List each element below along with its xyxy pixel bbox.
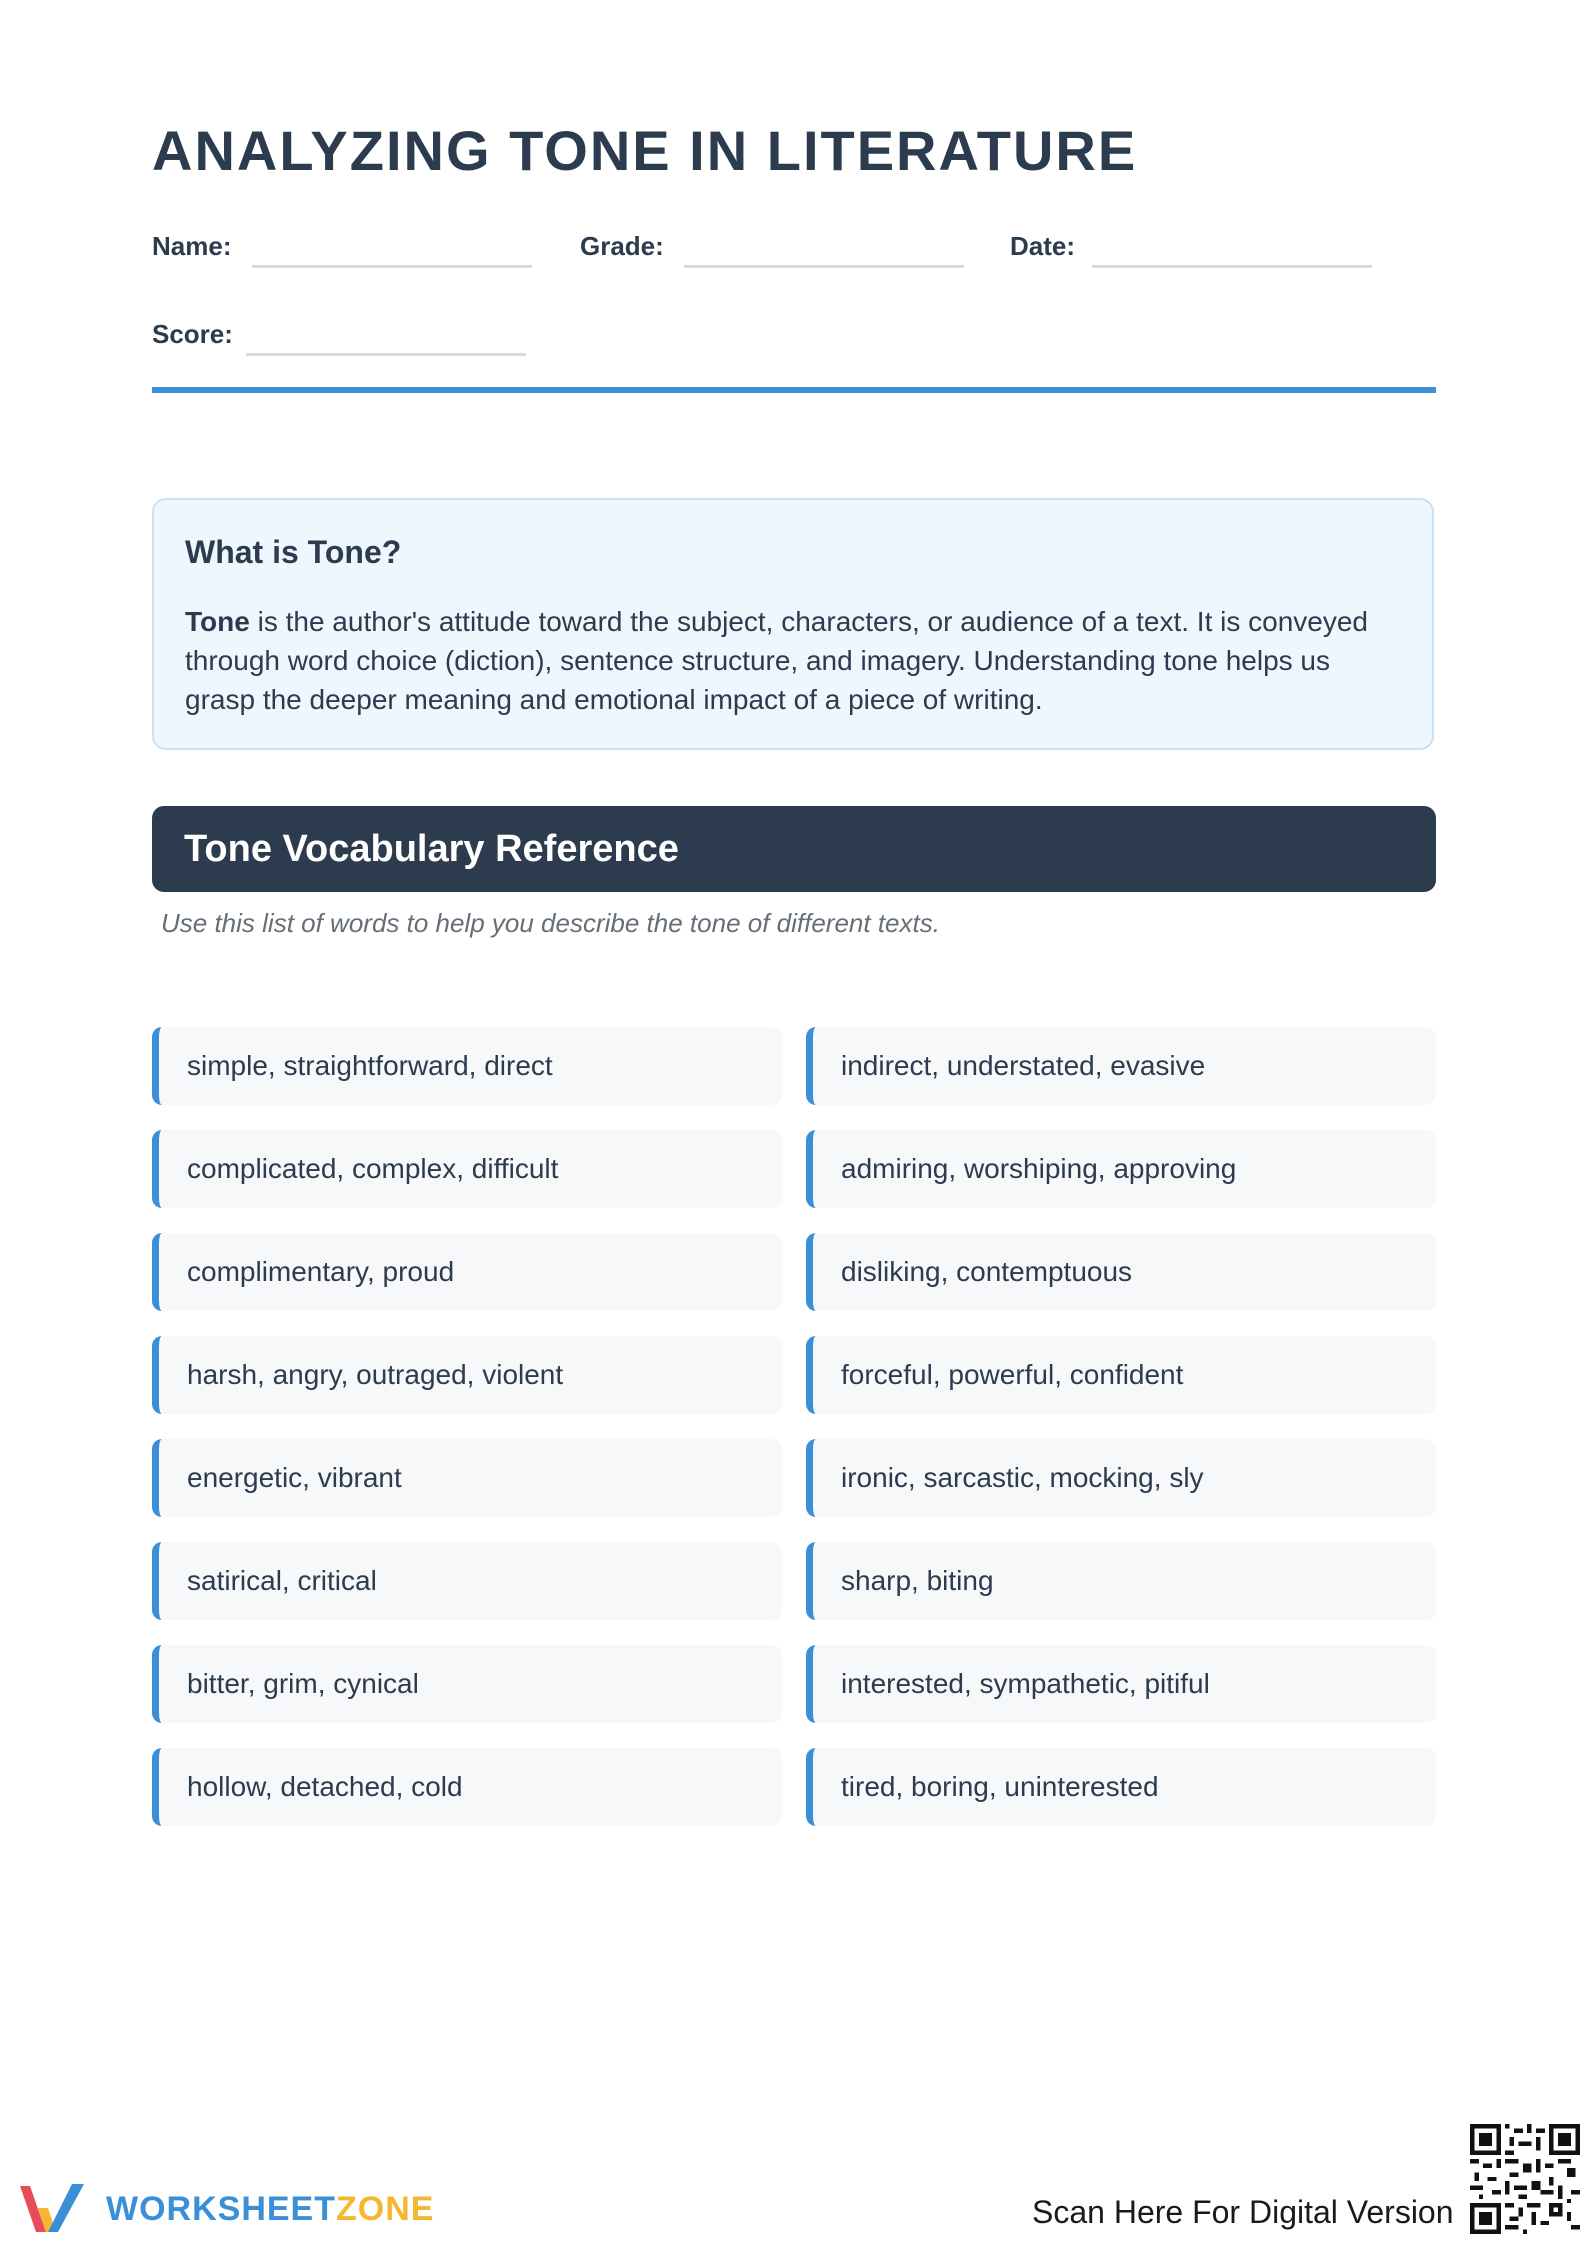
date-label: Date: — [1010, 231, 1076, 261]
definition-term: Tone — [185, 606, 250, 637]
vocab-item — [152, 1439, 782, 1517]
vocab-item — [806, 1336, 1436, 1414]
grade-label: Grade: — [580, 231, 664, 261]
vocabulary-title: Tone Vocabulary Reference — [184, 828, 679, 870]
vocabulary-header — [152, 806, 1436, 892]
scan-caption: Scan Here For Digital Version — [1032, 2194, 1454, 2230]
vocabulary-subtitle: Use this list of words to help you describe the tone of different texts. — [161, 908, 940, 938]
vocab-text: simple, straightforward, direct — [187, 1050, 553, 1081]
vocab-item — [152, 1233, 782, 1311]
vocab-text: hollow, detached, cold — [187, 1771, 463, 1802]
vocab-item — [806, 1645, 1436, 1723]
vocab-text: interested, sympathetic, pitiful — [841, 1668, 1210, 1699]
date-line[interactable] — [1092, 265, 1372, 268]
vocab-item — [806, 1233, 1436, 1311]
vocab-item — [806, 1439, 1436, 1517]
definition-text — [185, 602, 1385, 719]
date-field[interactable] — [1010, 228, 1372, 268]
vocab-text: harsh, angry, outraged, violent — [187, 1359, 564, 1390]
vocab-text: complimentary, proud — [187, 1256, 455, 1287]
vocab-item — [806, 1027, 1436, 1105]
vocab-item — [806, 1542, 1436, 1620]
vocab-item — [152, 1542, 782, 1620]
name-line[interactable] — [252, 265, 532, 268]
vocab-item — [152, 1130, 782, 1208]
vocab-text: admiring, worshiping, approving — [841, 1153, 1237, 1184]
vocab-text: bitter, grim, cynical — [187, 1668, 419, 1699]
definition-body: is the author's attitude toward the subject, characters, or audience of a text. It is conveyed through word choice (diction), sentence structure, and imagery. Understanding tone helps us grasp the deeper meaning and emotional impact of a piece of writing. — [185, 606, 1368, 715]
vocab-item — [152, 1748, 782, 1826]
vocab-item — [152, 1027, 782, 1105]
name-label: Name: — [152, 231, 232, 261]
definition-box — [152, 498, 1434, 750]
vocab-text: indirect, understated, evasive — [841, 1050, 1206, 1081]
page-title: ANALYZING TONE IN LITERATURE — [152, 119, 1138, 182]
vocab-text: sharp, biting — [841, 1565, 994, 1596]
name-field[interactable] — [152, 228, 532, 268]
vocab-text: tired, boring, uninterested — [841, 1771, 1159, 1802]
worksheetzone-logo-icon[interactable] — [16, 2178, 96, 2238]
brand-part-2: ZONE — [336, 2190, 435, 2228]
score-label: Score: — [152, 319, 233, 349]
vocab-text: disliking, contemptuous — [841, 1256, 1133, 1287]
vocab-item — [152, 1336, 782, 1414]
brand-name[interactable] — [106, 2190, 434, 2229]
score-line[interactable] — [246, 353, 526, 356]
vocab-item — [806, 1748, 1436, 1826]
vocab-text: satirical, critical — [187, 1565, 377, 1596]
vocab-text: ironic, sarcastic, mocking, sly — [841, 1462, 1204, 1493]
vocab-text: energetic, vibrant — [187, 1462, 402, 1493]
grade-field[interactable] — [580, 228, 964, 268]
definition-title: What is Tone? — [185, 534, 402, 570]
grade-line[interactable] — [684, 265, 964, 268]
brand-part-1: WORKSHEET — [106, 2190, 336, 2228]
header-divider — [152, 387, 1436, 393]
qr-code-icon[interactable] — [1470, 2124, 1580, 2234]
vocab-text: complicated, complex, difficult — [187, 1153, 559, 1184]
vocab-item — [806, 1130, 1436, 1208]
score-field[interactable] — [152, 316, 526, 356]
vocab-text: forceful, powerful, confident — [841, 1359, 1184, 1390]
vocab-item — [152, 1645, 782, 1723]
